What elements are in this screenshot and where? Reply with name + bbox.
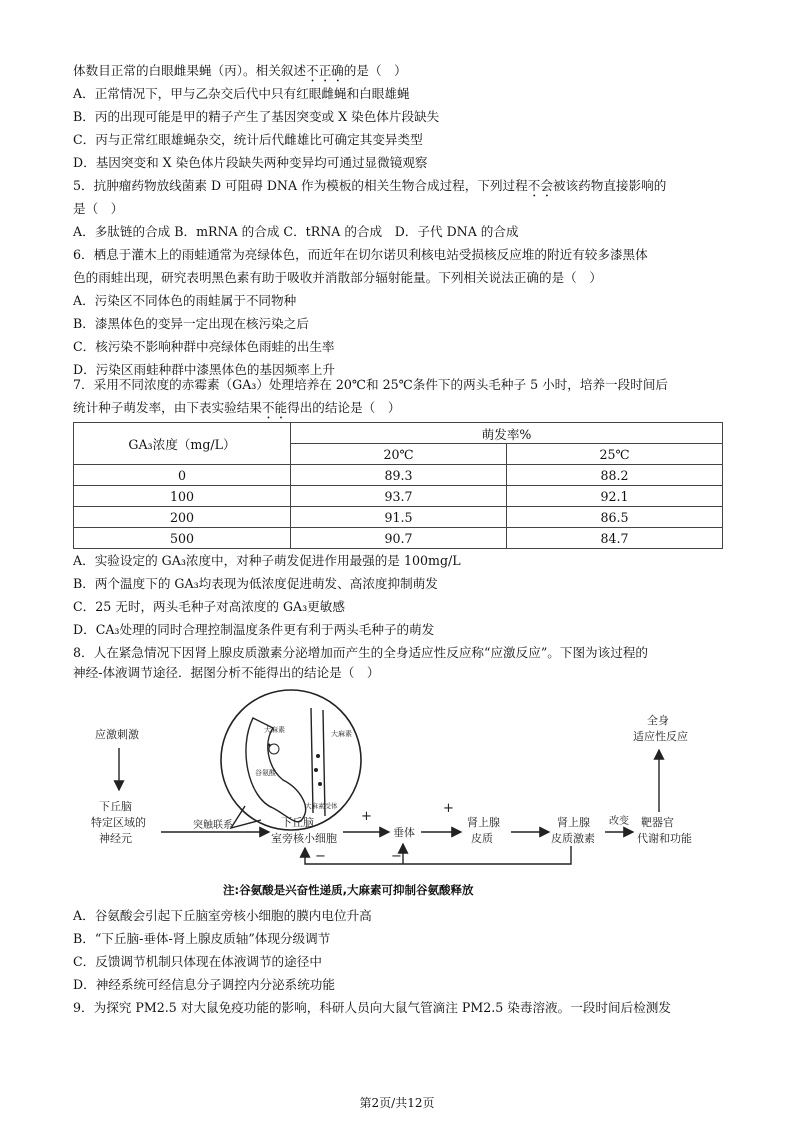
q6-option-c: C．核污染不影响种群中亮绿体色雨蛙的出生率 <box>73 339 335 354</box>
q8-option-c: C．反馈调节机制只体现在体液调节的途径中 <box>73 954 322 969</box>
hypothalamus-neurons-l1: 下丘脑 <box>99 800 132 813</box>
whole-body-response-l1: 全身 <box>647 714 669 727</box>
adrenal-cortex-l1: 肾上腺 <box>467 816 500 829</box>
q7-stem: 7．采用不同浓度的赤霉素（GA₃）处理培养在 20℃和 25℃条件下的两头毛种子 5 小时，培养一段时间后 <box>73 377 669 392</box>
inset-label-glutamate: 谷氨酸 <box>255 769 276 777</box>
emphasis-will-not: 不会 <box>527 178 553 193</box>
table-row: 500 90.7 84.7 <box>74 528 723 549</box>
q4-option-d: D．基因突变和 X 染色体片段缺失两种变异均可通过显微镜观察 <box>73 155 428 170</box>
q8-option-b: B．“下丘脑-垂体-肾上腺皮质轴”体现分级调节 <box>73 931 331 946</box>
inset-label-cannabinoid-right: 大麻素 <box>331 730 352 738</box>
synapse-connection-label: 突触联系 <box>193 820 233 831</box>
q8-stem-cont: 神经-体液调节途径．据图分析不能得出的结论是（ ） <box>73 665 380 680</box>
q7-option-d: D．CA₃处理的同时合理控制温度条件更有利于两头毛种子的萌发 <box>73 622 435 637</box>
q5-stem-cont: 是（ ） <box>73 201 124 216</box>
table-header-20c: 20℃ <box>291 444 507 465</box>
table-row: 100 93.7 92.1 <box>74 486 723 507</box>
pvn-l2: 室旁核小细胞 <box>271 832 337 845</box>
pituitary: 垂体 <box>393 826 415 839</box>
synapse-inset <box>221 690 361 830</box>
pvn-l1: 下丘脑 <box>281 816 314 829</box>
q7-option-a: A．实验设定的 GA₃浓度中，对种子萌发促进作用最强的是 100mg/L <box>73 553 461 568</box>
q7-option-c: C．25 无时，两头毛种子对高浓度的 GA₃更敏感 <box>73 599 345 614</box>
whole-body-response-l2: 适应性反应 <box>633 730 688 743</box>
q7-option-b: B．两个温度下的 GA₃均表现为低浓度促进萌发、高浓度抑制萌发 <box>73 576 438 591</box>
inset-label-receptor: 大麻素受体 <box>305 802 338 810</box>
germination-table <box>73 422 723 549</box>
q8-option-d: D．神经系统可经信息分子调控内分泌系统功能 <box>73 977 335 992</box>
plus-sign-2: + <box>443 801 454 816</box>
table-header-concentration: GA₃浓度（mg/L） <box>74 423 291 465</box>
table-row: 0 89.3 88.2 <box>74 465 723 486</box>
adrenal-hormone-l2: 皮质激素 <box>551 832 595 845</box>
target-organ-l2: 代谢和功能 <box>637 832 692 845</box>
adrenal-hormone-l1: 肾上腺 <box>557 816 590 829</box>
table-row: 200 91.5 86.5 <box>74 507 723 528</box>
q8-option-a: A．谷氨酸会引起下丘脑室旁核小细胞的膜内电位升高 <box>73 908 372 923</box>
q4-option-a: A．正常情况下，甲与乙杂交后代中只有红眼雌蝇和白眼雄蝇 <box>73 86 410 101</box>
page-number: 第2页/共12页 <box>359 1096 435 1110</box>
q6-option-a: A．污染区不同体色的雨蛙属于不同物种 <box>73 293 297 308</box>
q6-option-b: B．漆黑体色的变异一定出现在核污染之后 <box>73 316 309 331</box>
q6-stem: 6．栖息于灌木上的雨蛙通常为亮绿体色，而近年在切尔诺贝利核电站受损核反应堆的附近有较多漆黑体 <box>73 247 648 262</box>
inset-label-cannabinoid-left: 大麻素 <box>264 726 285 734</box>
q7-stem-cont: 统计种子萌发率，由下表实验结果不能得出的结论是（ ） <box>73 400 401 415</box>
emphasis-cannot: 不能 <box>261 400 288 415</box>
q9-stem: 9．为探究 PM2.5 对大鼠免疫功能的影响，科研人员向大鼠气管滴注 PM2.5 染毒溶液。一段时间后检测发 <box>73 1000 671 1015</box>
q4-option-c: C．丙与正常红眼雄蝇杂交，统计后代雌雄比可确定其变异类型 <box>73 132 423 147</box>
q8-stem: 8．人在紧急情况下因肾上腺皮质激素分泌增加而产生的全身适应性反应称“应激反应”。下图为该过程的 <box>73 645 649 660</box>
hypothalamus-neurons-l3: 神经元 <box>99 832 132 845</box>
plus-sign-1: + <box>361 809 372 824</box>
change-label: 改变 <box>609 816 629 827</box>
stress-stimulus: 应激刺激 <box>95 728 139 741</box>
stress-pathway-diagram <box>73 688 723 904</box>
q5-options: A．多肽链的合成 B．mRNA 的合成 C．tRNA 的合成 D．子代 DNA 的合成 <box>73 224 519 239</box>
minus-sign-1: − <box>391 849 402 864</box>
q6-stem-cont: 色的雨蛙出现，研究表明黑色素有助于吸收并消散部分辐射能量。下列相关说法正确的是（ ） <box>73 270 602 285</box>
table-header-rate: 萌发率% <box>291 423 723 444</box>
emphasis-not-correct: 不正确 <box>305 63 344 78</box>
adrenal-cortex-l2: 皮质 <box>471 832 493 845</box>
minus-sign-2: − <box>315 849 326 864</box>
table-header-25c: 25℃ <box>507 444 723 465</box>
q6-option-d: D．污染区雨蛙种群中漆黑体色的基因频率上升 <box>73 362 335 377</box>
target-organ-l1: 靶器官 <box>641 816 674 829</box>
q4-option-b: B．丙的出现可能是甲的精子产生了基因突变或 X 染色体片段缺失 <box>73 109 440 124</box>
diagram-note: 注:谷氨酸是兴奋性递质,大麻素可抑制谷氨酸释放 <box>223 883 474 897</box>
hypothalamus-neurons-l2: 特定区域的 <box>91 816 146 829</box>
q4-stem: 体数目正常的白眼雌果蝇（丙）。相关叙述不正确的是（ ） <box>73 63 407 78</box>
q5-stem: 5．抗肿瘤药物放线菌素 D 可阻碍 DNA 作为模板的相关生物合成过程，下列过程不会被该药物直接影响的 <box>73 178 667 193</box>
